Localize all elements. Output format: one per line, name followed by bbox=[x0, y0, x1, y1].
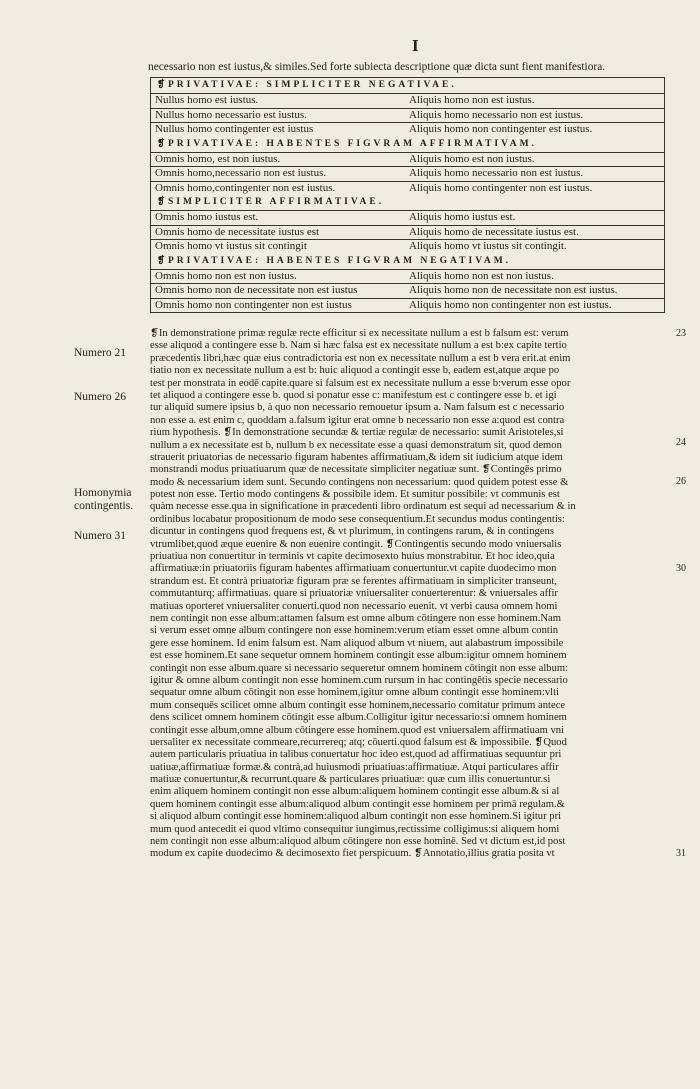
universal-cell: Omnis homo de necessitate iustus est bbox=[155, 225, 320, 238]
text-line: test per monstrata in eodē capite.quare si falsum est ex necessitate nullum a esse b:verum esse opor bbox=[150, 377, 571, 389]
universal-cell: Nullus homo est iustus. bbox=[155, 94, 259, 106]
text-line: modo & necessarium idem sunt. Secundo contingens non necessarium: quod quidem potest esse & bbox=[150, 476, 569, 488]
particular-cell: Aliquis homo non est iustus. bbox=[409, 94, 535, 106]
right-margin-number: 26 bbox=[676, 476, 686, 487]
text-line: tiatio non ex necessitate nullum a est b: huic aliquod a contingit esse b, eadem est,atque æque po bbox=[150, 365, 560, 377]
table-row bbox=[151, 109, 664, 124]
text-line: contingit esse album,omne album cōtingere esse hominem.quod est vniuersalem affirmatiuam vni bbox=[150, 724, 565, 736]
particular-cell: Aliquis homo necessario non est iustus. bbox=[409, 167, 584, 179]
text-line: est esse hominem.Et sane sequetur omnem hominem contingit esse album:igitur omnem hominem bbox=[150, 650, 567, 662]
text-line: rium hypothesis. ❡In demonstratione secundæ & tertiæ regulæ de necessario: sumit Aristoteles,si bbox=[150, 427, 564, 439]
universal-cell: Omnis homo iustus est. bbox=[155, 211, 259, 223]
universal-cell: Omnis homo non de necessitate non est iustus bbox=[155, 284, 358, 296]
right-margin-number: 24 bbox=[676, 437, 686, 448]
table-row bbox=[151, 240, 664, 254]
universal-cell: Nullus homo necessario est iustus. bbox=[155, 108, 307, 121]
table-row bbox=[151, 153, 664, 168]
table-section bbox=[151, 78, 664, 137]
particular-cell: Aliquis homo non de necessitate non est iustus. bbox=[409, 284, 618, 296]
right-margin-number: 23 bbox=[676, 328, 686, 339]
text-line: non esse a. est enim c, quoddam a.falsum igitur erat omne b necessario non esse a:quod est contra bbox=[150, 414, 565, 426]
text-line: affirmatiuæ:in priuatoriis figuram habentes affirmatiuam conuertuntur.vt capite duodecimo mon bbox=[150, 563, 557, 575]
table-row bbox=[151, 226, 664, 241]
text-line: quem hominem contingit esse album:aliquod album contingit esse hominem per primā regulam.& bbox=[150, 798, 565, 810]
particular-cell: Aliquis homo vt iustus sit contingit. bbox=[409, 240, 567, 252]
particular-cell: Aliquis homo de necessitate iustus est. bbox=[409, 225, 579, 238]
text-line: præcedentis libri,hæc quæ eius contradictoria est non ex necessitate nullum a est b vera erit.at enim bbox=[150, 352, 571, 364]
section-heading: ❡PRIVATIVAE: HABENTES FIGVRAM AFFIRMATIVAM. bbox=[151, 137, 664, 153]
margin-note: Numero 26 bbox=[74, 391, 127, 403]
text-line: contingit non esse album.quare si necessario sequeretur omnem hominem cōtingit non esse album: bbox=[150, 662, 569, 674]
particular-cell: Aliquis homo necessario non est iustus. bbox=[409, 108, 584, 121]
text-line: ❡In demonstratione primæ regulæ recte efficitur si ex necessitate nullum a est b falsum est: verum bbox=[150, 328, 569, 339]
margin-note: Homonymia contingentis. bbox=[74, 487, 134, 512]
table-row bbox=[151, 167, 664, 182]
particular-cell: Aliquis homo non contingenter est iustus. bbox=[409, 123, 593, 135]
section-heading: ❡PRIVATIVAE: SIMPLICITER NEGATIVAE. bbox=[151, 78, 664, 94]
text-line: mum consequēs scilicet omne album contingit esse hominem,necessario comitatur primum antece bbox=[150, 699, 566, 711]
particular-cell: Aliquis homo contingenter non est iustus. bbox=[409, 181, 593, 194]
text-line: si verum esset omne album contingere non esse hominem:verum etiam esset omne album contin bbox=[150, 625, 559, 637]
text-line: potest non esse. Tertio modo contingens & possibile idem. Et sumitur possibile: vt communis est bbox=[150, 489, 560, 501]
universal-cell: Omnis homo non contingenter non est iustus bbox=[155, 298, 352, 311]
table-row bbox=[151, 270, 664, 285]
right-margin-number: 30 bbox=[676, 563, 686, 574]
universal-cell: Omnis homo non est non iustus. bbox=[155, 269, 297, 282]
text-line: nullum a ex necessitate est b, nullum b ex necessitate esse a quasi demonstratum sit, quod demon bbox=[150, 439, 562, 451]
table-row bbox=[151, 182, 664, 196]
text-line: commutanturq; affirmatiuas. quare si priuatoriæ vniuersaliter conuerterentur: & vniuersales affir bbox=[150, 588, 558, 600]
text-line: sequatur omne album cōtingit non esse hominem,igitur omne album contingit esse hominem:vlti bbox=[150, 687, 559, 699]
universal-cell: Omnis homo vt iustus sit contingit bbox=[155, 240, 307, 252]
text-line: tet aliquod a contingere esse b. quod si ponatur esse c: manifestum est c contingere esse b. et igi bbox=[150, 389, 557, 401]
text-line: uersaliter ex necessitate commeare,recurrereq; atq; cōuerti.quod falsum est & impossibile. ❡Quod bbox=[150, 736, 567, 748]
universal-cell: Omnis homo,necessario non est iustus. bbox=[155, 167, 327, 179]
text-line: nem contingit non esse album:aliquod album cōtingere non esse hominē. Sed vt dictum est,id post bbox=[150, 836, 566, 848]
margin-note: Numero 21 bbox=[74, 347, 127, 359]
table-section bbox=[151, 254, 664, 313]
section-heading: ❡SIMPLICITER AFFIRMATIVAE. bbox=[151, 195, 664, 211]
text-line: igitur & omne album contingit non esse hominem.cum rursum in hac contingētis specie necessario bbox=[150, 674, 568, 686]
text-line: modum ex capite duodecimo & decimosexto fiet perspicuum. ❡Annotatio,illius gratia posita vt bbox=[150, 848, 555, 860]
text-line: mum quod antecedit ei quod vltimo consequitur iungimus,rectissime colligimus:si aliquem homi bbox=[150, 823, 560, 835]
table-row bbox=[151, 299, 664, 313]
text-line: autem particularis priuatiua in talibus conuertatur hoc ideo est,quod ad affirmatiuas sequuntur pri bbox=[150, 749, 562, 761]
text-line: ordinibus locabatur propositionum de modo sese consequentium.Et secundus modus contingentis: bbox=[150, 513, 565, 525]
particular-cell: Aliquis homo est non iustus. bbox=[409, 152, 535, 165]
table-section bbox=[151, 137, 664, 196]
table-row bbox=[151, 94, 664, 109]
right-margin-number: 31 bbox=[676, 848, 686, 859]
table-section bbox=[151, 195, 664, 254]
universal-cell: Omnis homo,contingenter non est iustus. bbox=[155, 181, 336, 194]
universal-cell: Nullus homo contingenter est iustus bbox=[155, 123, 314, 135]
text-line: enim aliquem hominem contingit non esse album:aliquem hominem contingit esse album.& si al bbox=[150, 786, 560, 798]
text-line: vtrumlibet,quod æque euenire & non euenire contingit. ❡Contingentis secundo modo vniuersalis bbox=[150, 538, 562, 550]
text-line: matiuas oporteret vniuersaliter conuerti.quod non necessario euenit. vt verbi causa omnem homi bbox=[150, 600, 558, 612]
text-line: quàm necesse esse.qua in significatione in præcedenti libro ordinatum est sequi ad necessarium & in bbox=[150, 501, 576, 513]
table-row bbox=[151, 123, 664, 137]
text-line: gere esse hominem. Id enim falsum est. Nam aliquod album vt niuem, aut alabastrum impossibile bbox=[150, 637, 564, 649]
section-heading: ❡PRIVATIVAE: HABENTES FIGVRAM NEGATIVAM. bbox=[151, 254, 664, 270]
particular-cell: Aliquis homo non est non iustus. bbox=[409, 269, 554, 282]
text-line: uatiuæ,affirmatiuæ formæ.& contrà,ad huiusmodi priuatiuas:affirmatiuæ. Atqui particulares affir bbox=[150, 761, 559, 773]
text-line: tur aliquid sumere ipsius b, à quo non necessario remouetur ipsum a. Nam falsum est c necessario bbox=[150, 402, 565, 414]
intro-line: necessario non est iustus,& similes.Sed forte subiecta descriptione quæ dicta sunt fient manifestiora. bbox=[148, 61, 606, 73]
text-line: si aliquod album contingit esse hominem:aliquod album contingit non esse hominem.Si igitur pri bbox=[150, 811, 562, 823]
text-line: esse aliquod a contingere esse b. Nam si hæc falsa est ex necessitate nullum a est b:ex capite tertio bbox=[150, 340, 567, 352]
particular-cell: Aliquis homo iustus est. bbox=[409, 211, 516, 223]
page-number: I bbox=[412, 36, 419, 55]
particular-cell: Aliquis homo non contingenter non est iustus. bbox=[409, 298, 612, 311]
text-line: dens scilicet omnem hominem cōtingit esse album.Colligitur igitur necessario:si omnem hominem bbox=[150, 712, 567, 724]
text-line: strandum est. Et contrà priuatoriæ figuram præ se ferentes affirmatiuam in simpliciter transeunt, bbox=[150, 575, 557, 587]
text-line: nem contingit non esse album:attamen falsum est omne album cōtingere non esse hominem.Nam bbox=[150, 612, 561, 624]
body-text bbox=[150, 328, 660, 861]
text-line: dicuntur in contingens quod frequens est, & vt plurimum, in contingens rarum, & in contingens bbox=[150, 526, 554, 538]
table-row bbox=[151, 284, 664, 299]
text-line: strauerit priuatorias de necessario figuram habentes affirmatiuam,& idem sit iudicium atque idem bbox=[150, 451, 563, 463]
text-line: priuatiua non conuertitur in terminis vt capite decimosexto huius monstrabitur. Et hoc ideo,quia bbox=[150, 551, 555, 563]
universal-cell: Omnis homo, est non iustus. bbox=[155, 152, 281, 165]
text-line: monstrandi modus priuatiuarum quæ de necessitate simpliciter negatiuæ sunt. ❡Contingēs primo bbox=[150, 464, 562, 476]
margin-note: Numero 31 bbox=[74, 530, 127, 542]
text-line: matiuæ conuertuntur,& recurrunt.quare & particulares priuatiuæ: quæ cum illis conuertuntur.si bbox=[150, 774, 551, 786]
propositions-table bbox=[150, 77, 665, 313]
table-row bbox=[151, 211, 664, 226]
